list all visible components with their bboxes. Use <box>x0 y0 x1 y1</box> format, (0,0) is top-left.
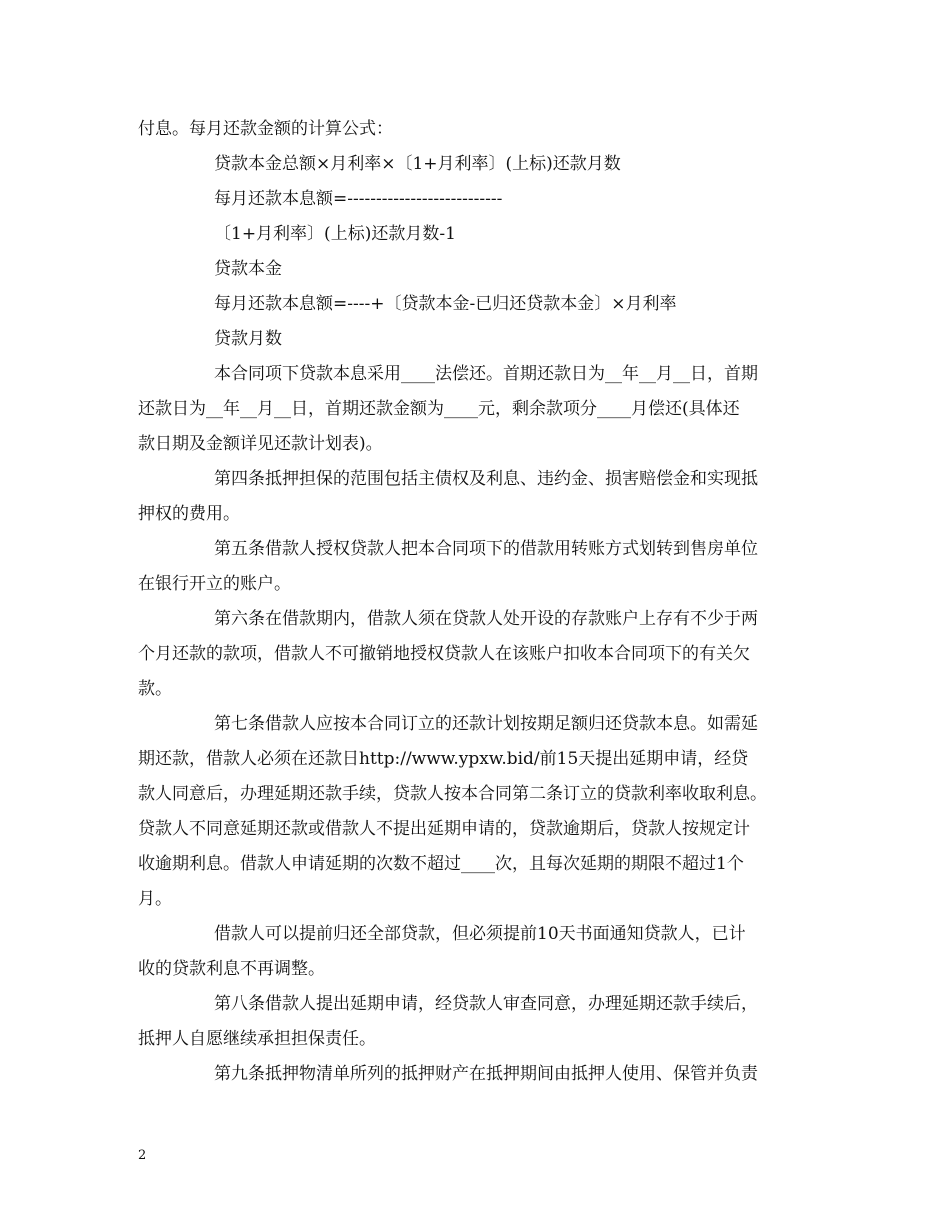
formula-line: 每月还款本息额=--------------------------- <box>214 189 503 209</box>
formula-line: 贷款月数 <box>214 329 282 349</box>
article-seven-line: 贷款人不同意延期还款或借款人不提出延期申请的，贷款逾期后，贷款人按规定计 <box>138 819 750 839</box>
article-six-line: 第六条在借款期内，借款人须在贷款人处开设的存款账户上存有不少于两 <box>214 609 758 629</box>
prepayment-line: 收的贷款利息不再调整。 <box>138 959 325 979</box>
article-six-line: 款。 <box>138 679 172 699</box>
article-four-line: 第四条抵押担保的范围包括主债权及利息、违约金、损害赔偿金和实现抵 <box>214 469 758 489</box>
article-five-line: 在银行开立的账户。 <box>138 574 291 594</box>
paragraph-line: 款日期及金额详见还款计划表)。 <box>138 434 383 454</box>
text-line: 付息。每月还款金额的计算公式： <box>138 119 393 139</box>
formula-line: 〔1+月利率〕(上标)还款月数-1 <box>214 224 456 244</box>
article-eight-line: 第八条借款人提出延期申请，经贷款人审查同意，办理延期还款手续后， <box>214 994 758 1014</box>
article-nine-line: 第九条抵押物清单所列的抵押财产在抵押期间由抵押人使用、保管并负责 <box>214 1064 758 1084</box>
prepayment-line: 借款人可以提前归还全部贷款，但必须提前10天书面通知贷款人，已计 <box>214 924 746 944</box>
article-six-line: 个月还款的款项，借款人不可撤销地授权贷款人在该账户扣收本合同项下的有关欠 <box>138 644 750 664</box>
formula-line: 每月还款本息额=----+〔贷款本金-已归还贷款本金〕×月利率 <box>214 294 677 314</box>
article-five-line: 第五条借款人授权贷款人把本合同项下的借款用转账方式划转到售房单位 <box>214 539 758 559</box>
article-seven-line: 款人同意后，办理延期还款手续，贷款人按本合同第二条订立的贷款利率收取利息。 <box>138 784 767 804</box>
paragraph-line: 本合同项下贷款本息采用____法偿还。首期还款日为__年__月__日，首期 <box>214 364 758 384</box>
formula-line: 贷款本金 <box>214 259 282 279</box>
article-seven-line: 月。 <box>138 889 172 909</box>
paragraph-line: 还款日为__年__月__日，首期还款金额为____元，剩余款项分____月偿还(具体还 <box>138 399 740 419</box>
article-eight-line: 抵押人自愿继续承担担保责任。 <box>138 1029 376 1049</box>
page-number: 2 <box>138 1148 147 1163</box>
article-four-line: 押权的费用。 <box>138 504 240 524</box>
article-seven-line: 第七条借款人应按本合同订立的还款计划按期足额归还贷款本息。如需延 <box>214 714 758 734</box>
formula-line: 贷款本金总额×月利率×〔1+月利率〕(上标)还款月数 <box>214 154 621 174</box>
article-seven-line: 期还款，借款人必须在还款日http://www.ypxw.bid/前15天提出延期申请，经贷 <box>138 749 749 769</box>
article-seven-line: 收逾期利息。借款人申请延期的次数不超过____次，且每次延期的期限不超过1个 <box>138 854 744 874</box>
